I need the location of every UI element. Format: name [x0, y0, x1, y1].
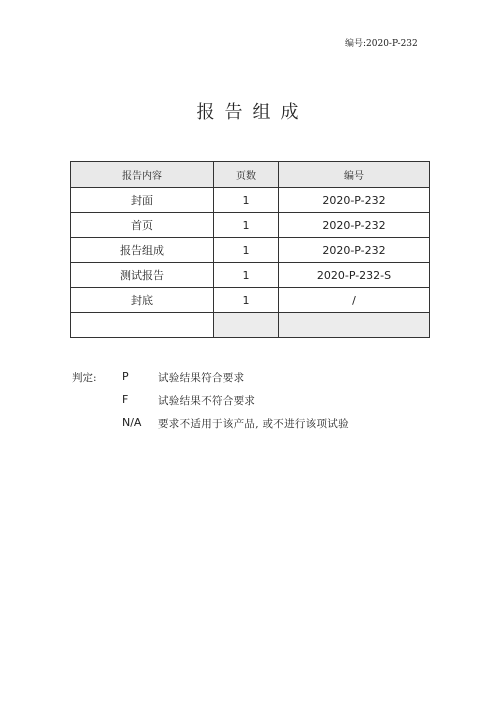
cell-number: 2020-P-232-S: [279, 263, 430, 288]
table-row: [71, 238, 430, 263]
cell-content: 封底: [71, 288, 214, 313]
table-row: [71, 263, 430, 288]
legend-prefix: 判定:: [72, 372, 97, 384]
cell-content: 报告组成: [71, 238, 214, 263]
cell-number: 2020-P-232: [279, 238, 430, 263]
cell-content: 首页: [71, 213, 214, 238]
cell-content: 封面: [71, 188, 214, 213]
table-row-empty: [71, 313, 430, 338]
cell-number: /: [279, 288, 430, 313]
page-title: 报告组成: [196, 102, 309, 123]
cell-pages: 1: [214, 288, 279, 313]
header-number: 编号: [279, 162, 430, 188]
report-composition-table: [70, 161, 430, 338]
legend-code: P: [122, 370, 129, 383]
cell-content: 测试报告: [71, 263, 214, 288]
table-row: [71, 213, 430, 238]
header-content: 报告内容: [71, 162, 214, 188]
header-pages: 页数: [214, 162, 279, 188]
cell-pages: 1: [214, 213, 279, 238]
cell-pages: 1: [214, 238, 279, 263]
table-row: [71, 188, 430, 213]
cell-content: [71, 313, 214, 338]
cell-number: 2020-P-232: [279, 213, 430, 238]
legend-description: 试验结果符合要求: [158, 372, 245, 384]
cell-number: [279, 313, 430, 338]
cell-pages: [214, 313, 279, 338]
cell-pages: 1: [214, 263, 279, 288]
report-number: 编号:2020-P-232: [345, 39, 418, 49]
legend-description: 要求不适用于该产品, 或不进行该项试验: [158, 418, 349, 430]
table-row: [71, 288, 430, 313]
legend-code: N/A: [122, 416, 142, 429]
cell-number: 2020-P-232: [279, 188, 430, 213]
cell-pages: 1: [214, 188, 279, 213]
table-header-row: [71, 162, 430, 188]
legend-code: F: [122, 393, 129, 406]
legend-description: 试验结果不符合要求: [158, 395, 256, 407]
